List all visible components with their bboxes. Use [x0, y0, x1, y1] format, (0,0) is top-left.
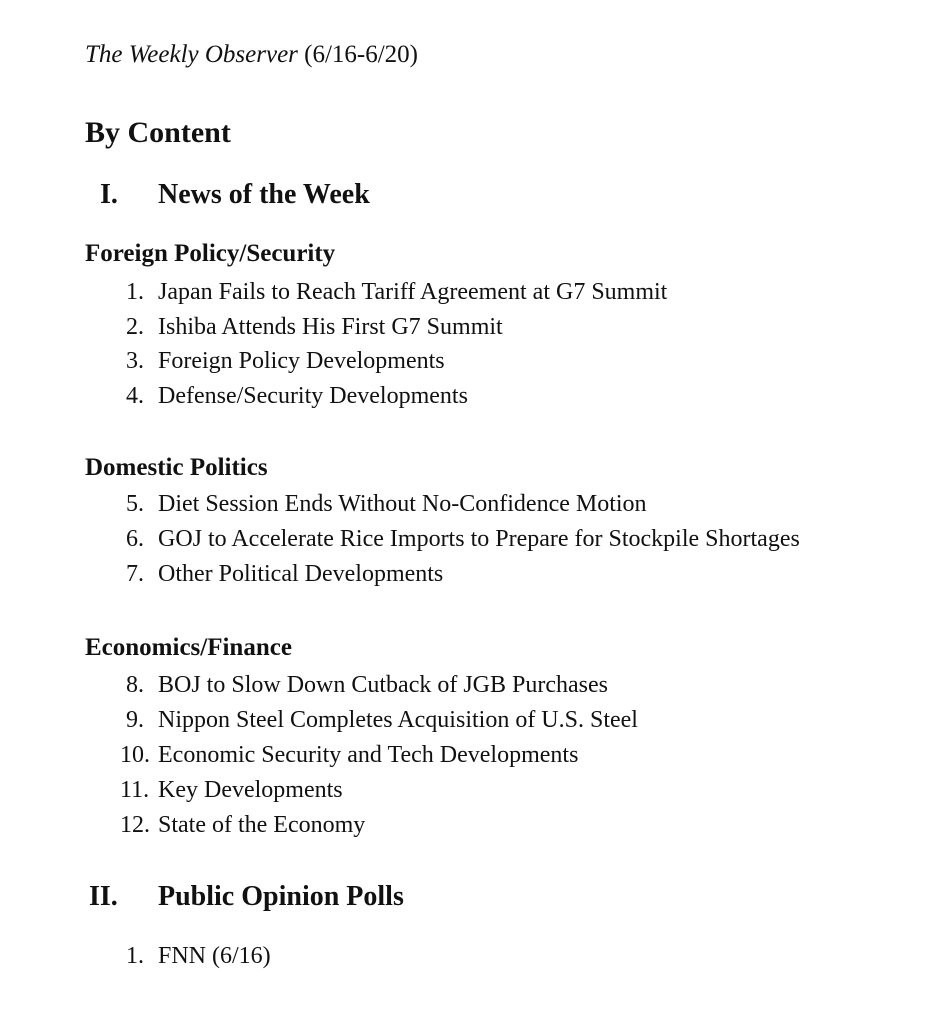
item-number: 4. — [126, 383, 144, 409]
item-number: 11. — [120, 777, 150, 803]
item-number: 9. — [126, 707, 144, 733]
part-label: News of the Week — [158, 179, 370, 210]
item-number: 10. — [120, 742, 150, 768]
part-numeral: I. — [100, 179, 118, 210]
item-title: BOJ to Slow Down Cutback of JGB Purchases — [158, 672, 608, 698]
item-number: 3. — [126, 348, 144, 374]
item-number: 1. — [126, 279, 144, 305]
item-number: 1. — [126, 943, 144, 969]
item-title: Diet Session Ends Without No-Confidence Motion — [158, 491, 647, 517]
part-numeral: II. — [89, 881, 118, 912]
item-number: 8. — [126, 672, 144, 698]
date-range: (6/16-6/20) — [304, 41, 419, 68]
section-title-economics-finance: Economics/Finance — [85, 634, 292, 661]
item-title: Foreign Policy Developments — [158, 348, 445, 374]
section-title-domestic-politics: Domestic Politics — [85, 454, 268, 481]
item-title: Other Political Developments — [158, 561, 444, 587]
item-number: 2. — [126, 314, 144, 340]
section-title-foreign-policy: Foreign Policy/Security — [85, 240, 336, 267]
item-title: GOJ to Accelerate Rice Imports to Prepare for Stockpile Shortages — [158, 526, 800, 552]
item-title: State of the Economy — [158, 812, 366, 838]
item-title: Key Developments — [158, 777, 343, 803]
item-number: 5. — [126, 491, 144, 517]
publication-name: The Weekly Observer — [85, 41, 298, 68]
item-number: 12. — [120, 812, 150, 838]
item-title: Defense/Security Developments — [158, 383, 468, 409]
document-title — [85, 38, 418, 72]
item-number: 6. — [126, 526, 144, 552]
part-label: Public Opinion Polls — [158, 881, 404, 912]
item-title: Japan Fails to Reach Tariff Agreement at G7 Summit — [158, 279, 668, 305]
item-number: 7. — [126, 561, 144, 587]
contents-heading: By Content — [85, 116, 231, 149]
item-title: Economic Security and Tech Developments — [158, 742, 579, 768]
item-title: Nippon Steel Completes Acquisition of U.S. Steel — [158, 707, 638, 733]
item-title: FNN (6/16) — [158, 943, 271, 969]
item-title: Ishiba Attends His First G7 Summit — [158, 314, 503, 340]
